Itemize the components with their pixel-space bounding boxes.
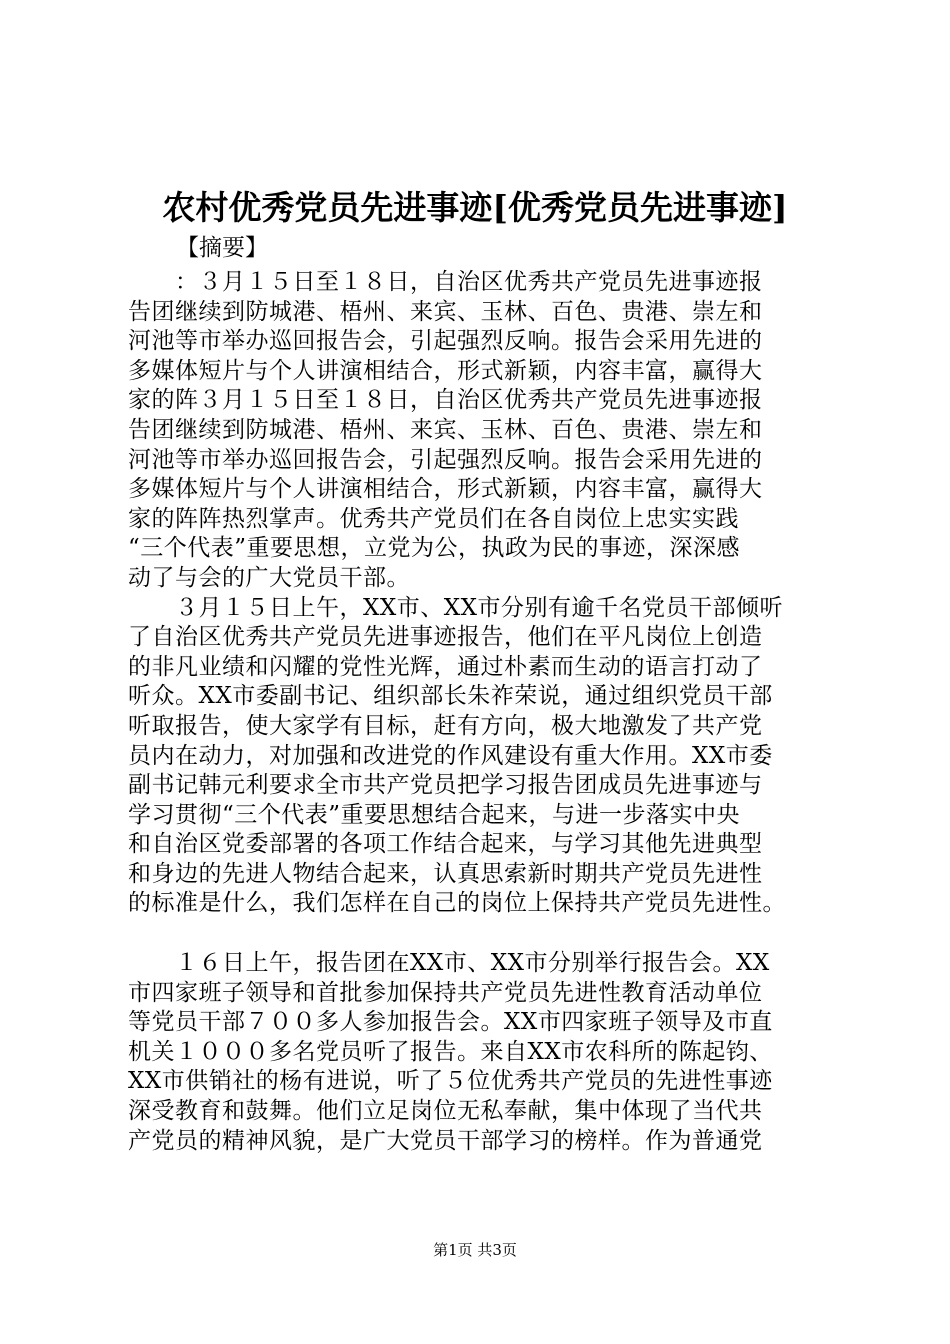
body-line: 了自治区优秀共产党员先进事迹报告，他们在平凡岗位上创造 [128, 624, 763, 651]
body-line: 告团继续到防城港、梧州、来宾、玉林、百色、贵港、崇左和 [128, 298, 763, 325]
document-body [128, 268, 848, 1156]
abstract-label: 【摘要】 [176, 235, 268, 261]
body-line: 机关１０００多名党员听了报告。来自XX市农科所的陈起钧、 [128, 1038, 773, 1065]
body-line [128, 919, 848, 949]
body-line: 的标准是什么，我们怎样在自己的岗位上保持共产党员先进性。 [128, 890, 786, 917]
page-footer: 第1页 共3页 [433, 1241, 517, 1259]
body-line: 学习贯彻“三个代表”重要思想结合起来，与进一步落实中央 [128, 801, 741, 828]
body-line: 河池等市举办巡回报告会，引起强烈反响。报告会采用先进的 [128, 446, 763, 473]
body-line: 河池等市举办巡回报告会，引起强烈反响。报告会采用先进的 [128, 328, 763, 355]
body-line: 和身边的先进人物结合起来，认真思索新时期共产党员先进性 [128, 860, 763, 887]
body-line: 多媒体短片与个人讲演相结合，形式新颖，内容丰富，赢得大 [128, 357, 763, 384]
body-line: 市四家班子领导和首批参加保持共产党员先进性教育活动单位 [128, 979, 763, 1006]
body-line: 家的阵３月１５日至１８日，自治区优秀共产党员先进事迹报 [128, 387, 763, 414]
body-line: ３月１５日上午，XX市、XX市分别有逾千名党员干部倾听 [128, 594, 783, 621]
body-line: 告团继续到防城港、梧州、来宾、玉林、百色、贵港、崇左和 [128, 416, 763, 443]
body-line: 副书记韩元利要求全市共产党员把学习报告团成员先进事迹与 [128, 772, 763, 799]
body-line: ：３月１５日至１８日，自治区优秀共产党员先进事迹报 [128, 269, 763, 295]
body-line: 深受教育和鼓舞。他们立足岗位无私奉献，集中体现了当代共 [128, 1098, 763, 1125]
body-line: 员内在动力，对加强和改进党的作风建设有重大作用。XX市委 [128, 742, 773, 769]
body-line: XX市供销社的杨有进说，听了５位优秀共产党员的先进性事迹 [128, 1068, 773, 1095]
body-line: “三个代表”重要思想，立党为公，执政为民的事迹，深深感 [128, 535, 741, 562]
body-line: １６日上午，报告团在XX市、XX市分别举行报告会。XX [128, 950, 770, 977]
body-line: 动了与会的广大党员干部。 [128, 564, 410, 591]
body-line: 和自治区党委部署的各项工作结合起来，与学习其他先进典型 [128, 831, 763, 858]
body-line: 听取报告，使大家学有目标，赶有方向，极大地激发了共产党 [128, 712, 763, 739]
body-line: 等党员干部７００多人参加报告会。XX市四家班子领导及市直 [128, 1009, 773, 1036]
body-line: 多媒体短片与个人讲演相结合，形式新颖，内容丰富，赢得大 [128, 476, 763, 503]
body-line: 的非凡业绩和闪耀的党性光辉，通过朴素而生动的语言打动了 [128, 653, 763, 680]
document-title: 农村优秀党员先进事迹[优秀党员先进事迹] [162, 188, 788, 227]
body-line: 产党员的精神风貌，是广大党员干部学习的榜样。作为普通党 [128, 1127, 763, 1154]
body-line: 家的阵阵热烈掌声。优秀共产党员们在各自岗位上忠实实践 [128, 505, 739, 532]
body-line: 听众。XX市委副书记、组织部长朱祚荣说，通过组织党员干部 [128, 683, 773, 710]
